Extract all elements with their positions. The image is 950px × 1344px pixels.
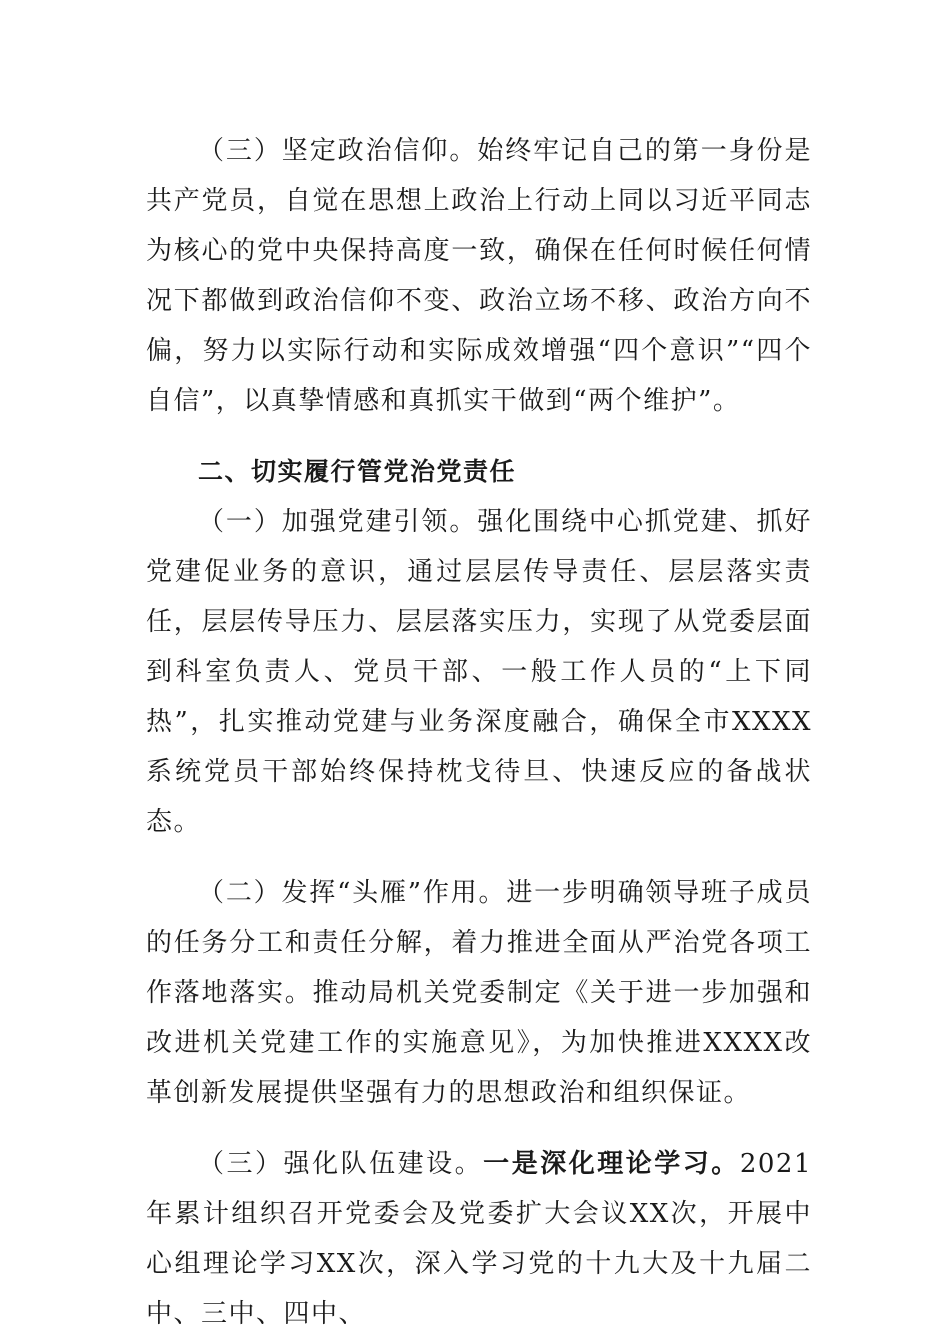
section-heading-2: 二、切实履行管党治党责任 bbox=[198, 457, 517, 486]
paragraph-team-building-intro: （三）强化队伍建设。 bbox=[198, 1149, 484, 1179]
paragraph-political-belief: （三）坚定政治信仰。始终牢记自己的第一身份是共产党员，自觉在思想上政治上行动上同以习近平同志为核心的党中央保持高度一致，确保在任何时候任何情况下都做到政治信仰不变、政治立场不移、政治方向不偏，努力以实际行动和实际成效增强“四个意识”“四个自信”，以真挚情感和真抓实干做到“两个维护”。 bbox=[146, 136, 812, 416]
paragraph-team-building-bold: 一是深化理论学习。 bbox=[483, 1149, 740, 1179]
document-body bbox=[146, 126, 812, 1339]
paragraph-leading-role: （二）发挥“头雁”作用。进一步明确领导班子成员的任务分工和责任分解，着力推进全面从严治党各项工作落地落实。推动局机关党委制定《关于进一步加强和改进机关党建工作的实施意见》，为加快推进XXXX改革创新发展提供坚强有力的思想政治和组织保证。 bbox=[146, 878, 812, 1108]
paragraph-party-building: （一）加强党建引领。强化围绕中心抓党建、抓好党建促业务的意识，通过层层传导责任、层层落实责任，层层传导压力、层层落实压力，实现了从党委层面到科室负责人、党员干部、一般工作人员的“上下同热”，扎实推动党建与业务深度融合，确保全市XXXX系统党员干部始终保持枕戈待旦、快速反应的备战状态。 bbox=[146, 507, 812, 837]
paragraph-team-building-rest: 2021年累计组织召开党委会及党委扩大会议XX次，开展中心组理论学习XX次，深入学习党的十九大及十九届二中、三中、四中、 bbox=[146, 1149, 812, 1329]
paragraph-team-building bbox=[146, 1139, 812, 1339]
